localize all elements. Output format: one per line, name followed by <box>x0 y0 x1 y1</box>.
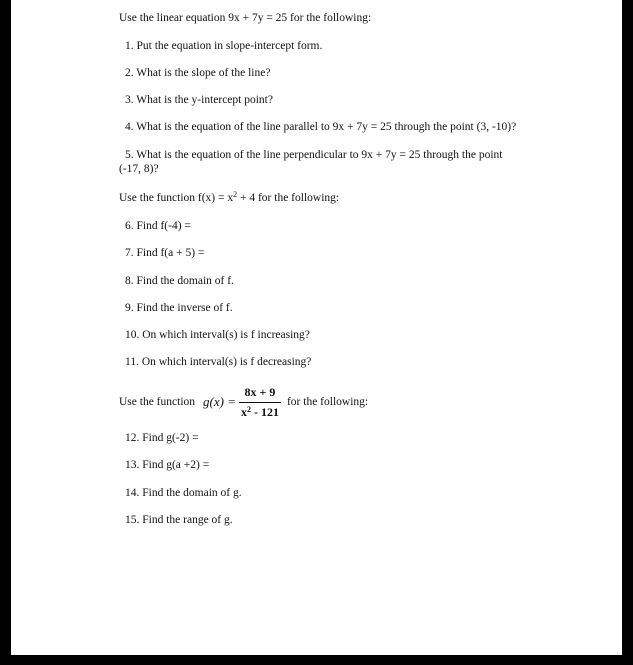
section2-heading-post: + 4 for the following: <box>237 192 340 204</box>
question-9: 9. Find the inverse of f. <box>125 302 233 314</box>
section3-heading-pre: Use the function <box>119 396 196 408</box>
section3-heading-post: for the following: <box>286 396 369 408</box>
question-13: 13. Find g(a +2) = <box>125 459 210 471</box>
section1-heading: Use the linear equation 9x + 7y = 25 for the following: <box>119 12 372 24</box>
section2-heading <box>119 192 339 205</box>
section2-heading-exponent: 2 <box>233 190 238 199</box>
question-7: 7. Find f(a + 5) = <box>125 247 205 259</box>
question-14: 14. Find the domain of g. <box>125 487 242 499</box>
section2-heading-pre: Use the function f(x) = x <box>119 192 234 204</box>
denominator-rest: - 121 <box>250 404 279 419</box>
section3-heading <box>119 384 368 420</box>
fraction-denominator <box>239 403 281 420</box>
question-11: 11. On which interval(s) is f decreasing? <box>125 356 312 368</box>
question-5: 5. What is the equation of the line perpendicular to 9x + 7y = 25 through the point <box>125 149 503 161</box>
denominator-base: x <box>240 404 247 419</box>
question-10: 10. On which interval(s) is f increasing? <box>125 329 310 341</box>
question-12: 12. Find g(-2) = <box>125 432 199 444</box>
question-8: 8. Find the domain of f. <box>125 275 234 287</box>
fraction-numerator: 8x + 9 <box>244 384 276 399</box>
question-1: 1. Put the equation in slope-intercept form. <box>125 40 323 52</box>
question-6: 6. Find f(-4) = <box>125 220 191 232</box>
question-4: 4. What is the equation of the line parallel to 9x + 7y = 25 through the point (3, -10)? <box>125 121 517 133</box>
question-15: 15. Find the range of g. <box>125 514 233 526</box>
worksheet-page <box>11 0 622 655</box>
question-5-continued: (-17, 8)? <box>119 163 159 175</box>
function-g-fraction <box>239 385 281 420</box>
function-g-name: g(x) = <box>203 394 236 409</box>
denominator-exponent: 2 <box>246 404 251 414</box>
question-2: 2. What is the slope of the line? <box>125 67 271 79</box>
question-3: 3. What is the y-intercept point? <box>125 94 273 106</box>
